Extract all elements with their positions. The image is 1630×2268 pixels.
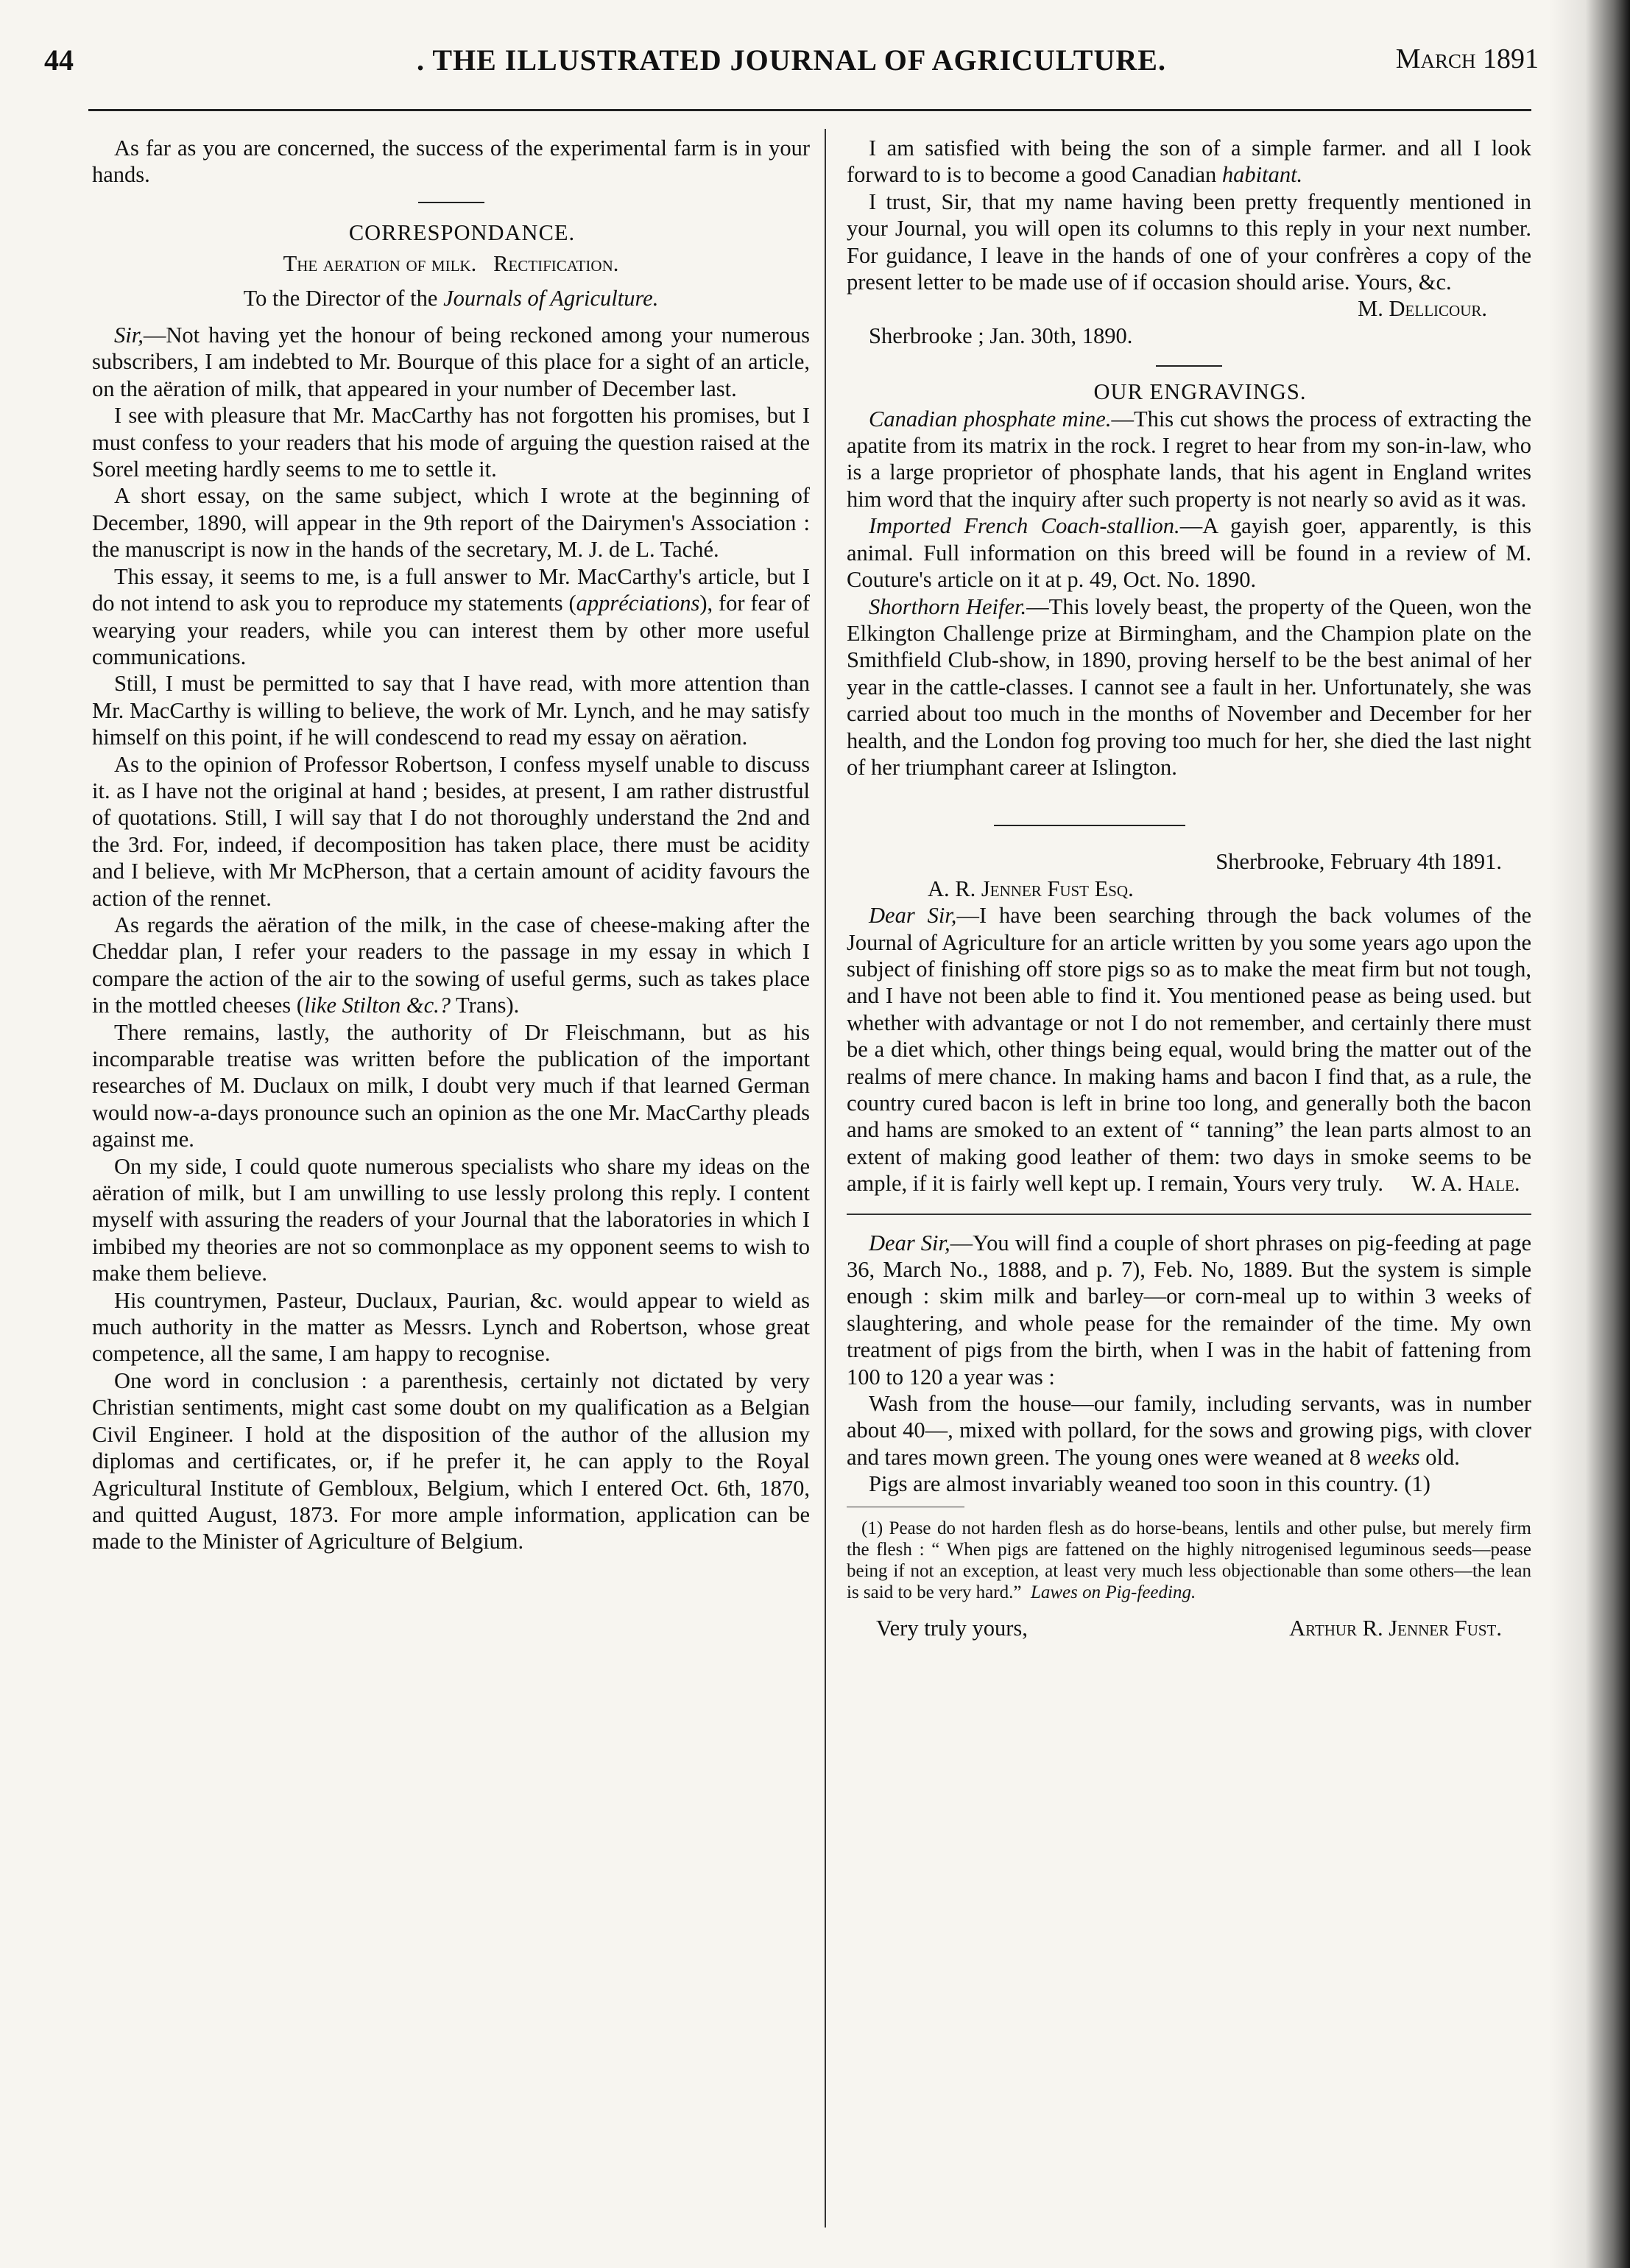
- footnote-text: [847, 1518, 1531, 1603]
- paragraph: [92, 912, 810, 1019]
- place-date: Sherbrooke, February 4th 1891.: [1216, 849, 1502, 875]
- engravings-title: OUR ENGRAVINGS.: [1093, 379, 1307, 405]
- footnote: [847, 1518, 1531, 1603]
- salutation: Dear Sir,: [869, 1230, 950, 1256]
- italic-term: appréciations: [576, 591, 700, 616]
- paragraph-text: I am satisfied with being the son of a simple farmer. and all I look forward to is to become a good Canadian: [847, 135, 1531, 188]
- paragraph: Pigs are almost invariably weaned too soon in this country. (1): [869, 1471, 1430, 1497]
- page-header: [44, 43, 1539, 102]
- engraving-entry: [847, 406, 1531, 513]
- issue-date: March 1891: [1395, 43, 1539, 74]
- paragraph: [92, 563, 810, 671]
- paragraph-text: —This lovely beast, the property of the Queen, won the Elkington Challenge prize at Birmingham, and the Champion plate on the Smithfield Club-show, in 1890, proving herself to be the best animal of her year in the cattle-classes. I cannot see a fault in her. Unfortunately, she was carried about too much in the months of November and December for her health, and the London fog proving too much for her, she died the last night of her triumphant career at Islington.: [847, 594, 1531, 780]
- addressee-journal: Journals of Agriculture.: [443, 285, 659, 311]
- intro-paragraph: As far as you are concerned, the success of the experimental farm is in your hands.: [92, 135, 810, 188]
- letter-rule: [994, 825, 1185, 826]
- header-rule: [88, 109, 1531, 111]
- italic-term: habitant.: [1221, 162, 1303, 188]
- paragraph-text: ), for fear of wearying your readers, while you can interest them by other more useful communications.: [92, 591, 810, 669]
- paragraph: [847, 1390, 1531, 1471]
- italic-term: weeks: [1366, 1444, 1420, 1470]
- paragraph: There remains, lastly, the authority of Dr Fleischmann, but as his incomparable treatise was written before the publication of the important researches of M. Duclaux on milk, I doubt very much if that learned German would now-a-days pronounce such an opinion as the one Mr. MacCarthy pleads against me.: [92, 1019, 810, 1152]
- right-column: [847, 135, 1531, 1641]
- column-divider: [825, 129, 826, 2228]
- paragraph: [847, 1230, 1531, 1390]
- letter-addressee: A. R. Jenner Fust Esq.: [928, 876, 1134, 901]
- paragraph: As to the opinion of Professor Robertson, I confess myself unable to discuss it. as I have not the original at hand ; besides, at present, I am rather distrustful of quotations. Still, I will say that I do not thoroughly understand the 2nd and the 3rd. For, indeed, if decomposition has taken place, there must be acidity and I believe, with Mr McPherson, that a certain amount of acidity favours the action of the rennet.: [92, 751, 810, 911]
- journal-title: . THE ILLUSTRATED JOURNAL OF AGRICULTURE.: [417, 43, 1166, 77]
- place-date: Sherbrooke ; Jan. 30th, 1890.: [869, 323, 1133, 348]
- signature-dellicour: M. Dellicour.: [1358, 296, 1487, 322]
- italic-term: like Stilton &c.?: [303, 993, 451, 1018]
- paragraph: I trust, Sir, that my name having been pretty frequently mentioned in your Journal, you will open its columns to this reply in your next number. For guidance, I leave in the hands of one of your confrères a copy of the present letter to be made use of if occasion should arise. Yours, &c.: [847, 189, 1531, 295]
- letter-subtitle: [92, 250, 810, 277]
- paragraph-text: old.: [1419, 1444, 1460, 1470]
- closing: Very truly yours,: [876, 1615, 1028, 1641]
- paragraph-text: —Not having yet the honour of being reckoned among your numerous subscribers, I am indebted to Mr. Bourque of this place for a sight of an article, on the aëration of milk, that appeared in your number of December last.: [92, 323, 810, 401]
- paragraph-text: Wash from the house—our family, including servants, was in number about 40—, mixed with pollard, for the sows and growing pigs, with clover and tares mown green. The young ones were weaned at 8: [847, 1391, 1531, 1470]
- section-rule: [418, 202, 484, 203]
- page-number: 44: [44, 43, 74, 77]
- paragraph-text: —This cut shows the process of extracting the apatite from its matrix in the rock. I regret to hear from my son-in-law, who is a large proprietor of phosphate lands, that his agent in England writes him word that the inquiry after such property is not nearly so avid as it was.: [847, 406, 1531, 512]
- engraving-title: Canadian phosphate mine.: [869, 406, 1112, 432]
- paragraph: A short essay, on the same subject, which I wrote at the beginning of December, 1890, will appear in the 9th report of the Dairymen's Association : the manuscript is now in the hands of the secretary, M. J. de L. Taché.: [92, 483, 810, 563]
- footnote-source: Lawes on Pig-feeding.: [1030, 1582, 1196, 1602]
- closing-line: [847, 1615, 1531, 1641]
- salutation: Dear Sir,: [869, 903, 957, 929]
- addressee-prefix: To the Director of the: [243, 285, 444, 311]
- paragraph-text: (1) Pease do not harden flesh as do horse-beans, lentils and other pulse, but merely firm the flesh : “ When pigs are fattened on the highly nitrogenised leguminous seeds—pease being if not an exception, at least very much less objectionable than some others—the lean is said to be very hard.”: [847, 1518, 1531, 1602]
- letter-addressee: [92, 285, 810, 311]
- signature-hale: W. A. Hale.: [1411, 1171, 1520, 1197]
- engraving-title: Shorthorn Heifer.: [869, 594, 1027, 619]
- paragraph: [847, 902, 1531, 1197]
- paragraph: I see with pleasure that Mr. MacCarthy has not forgotten his promises, but I must confess to your readers that his mode of arguing the question raised at the Sorel meeting hardly seems to me to settle it.: [92, 403, 810, 482]
- paragraph-text: This essay, it seems to me, is a full answer to Mr. MacCarthy's article, but I do not intend to ask you to reproduce my statements (: [92, 563, 810, 616]
- subtitle-rectification: Rectification.: [493, 251, 619, 277]
- subtitle-aeration: The aeration of milk.: [283, 251, 477, 277]
- engraving-entry: [847, 513, 1531, 593]
- section-rule: [1156, 365, 1222, 367]
- paragraph: [92, 322, 810, 402]
- section-title: CORRESPONDANCE.: [348, 219, 576, 245]
- signature-jenner-fust: Arthur R. Jenner Fust.: [1289, 1615, 1502, 1641]
- engraving-title: Imported French Coach-stallion.: [869, 513, 1180, 539]
- paragraph: [847, 135, 1531, 189]
- paragraph-text: As regards the aëration of the milk, in the case of cheese-making after the Cheddar plan, I refer your readers to the passage in my essay in which I compare the action of the air to the sowing of useful germs, such as takes place in the mottled cheeses (: [92, 912, 810, 1018]
- paragraph: On my side, I could quote numerous specialists who share my ideas on the aëration of milk, but I am unwilling to use lessly prolong this reply. I content myself with assuring the readers of your Journal that the laboratories in which I imbibed my theories are not so commonplace as my opponent seems to wish to make them believe.: [92, 1153, 810, 1286]
- letter-separator: [847, 1214, 1531, 1215]
- engraving-entry: [847, 594, 1531, 781]
- paragraph: Still, I must be permitted to say that I have read, with more attention than Mr. MacCarthy is willing to believe, the work of Mr. Lynch, and he may satisfy himself on this point, if he will condescend to read my essay on aëration.: [92, 671, 810, 750]
- left-column: [92, 135, 810, 1555]
- page-edge-shadow: [1549, 0, 1630, 2268]
- paragraph-text: —A gayish goer, apparently, is this animal. Full information on this breed will be found in a review of M. Couture's article on it at p. 49, Oct. No. 1890.: [847, 513, 1532, 593]
- paragraph: One word in conclusion : a parenthesis, certainly not dictated by very Christian sentiments, might cast some doubt on my qualification as a Belgian Civil Engineer. I hold at the disposition of the author of the allusion my diplomas and certificates, or, if he prefer it, he can apply to the Royal Agricultural Institute of Gembloux, Belgium, which I entered Oct. 6th, 1870, and quitted August, 1873. For more ample information, application can be made to the Minister of Agriculture of Belgium.: [92, 1367, 810, 1554]
- salutation: Sir,: [114, 323, 144, 348]
- paragraph: His countrymen, Pasteur, Duclaux, Paurian, &c. would appear to wield as much authority in the matter as Messrs. Lynch and Robertson, whose great competence, all the same, I am happy to recognise.: [92, 1287, 810, 1367]
- paragraph-text: —You will find a couple of short phrases on pig-feeding at page 36, March No., 1888, and p. 7), Feb. No, 1889. But the system is simple enough : skim milk and barley—or corn-meal up to within 3 weeks of slaughtering, and whole pease for the remainder of the time. My own treatment of pigs from the birth, when I was in the habit of fattening from 100 to 120 a year was :: [847, 1230, 1531, 1390]
- paragraph-text: Trans).: [451, 993, 520, 1018]
- paragraph-text: —I have been searching through the back volumes of the Journal of Agriculture for an article written by you some years ago upon the subject of finishing off store pigs so as to make the meat firm but not tough, and I have not been able to find it. You mentioned pease as being used. but whether with advantage or not I do not remember, and certainly there must be a diet which, other things being equal, would bring the matter out of the realms of mere chance. In making hams and bacon I find that, as a rule, the country cured bacon is left in brine too long, and generally both the bacon and hams are smoked to an extent of “ tanning” the lean parts almost to an extent of making good leather of them: two days in smoke seems to be ample, if it is fairly well kept up. I remain, Yours very truly.: [847, 903, 1531, 1197]
